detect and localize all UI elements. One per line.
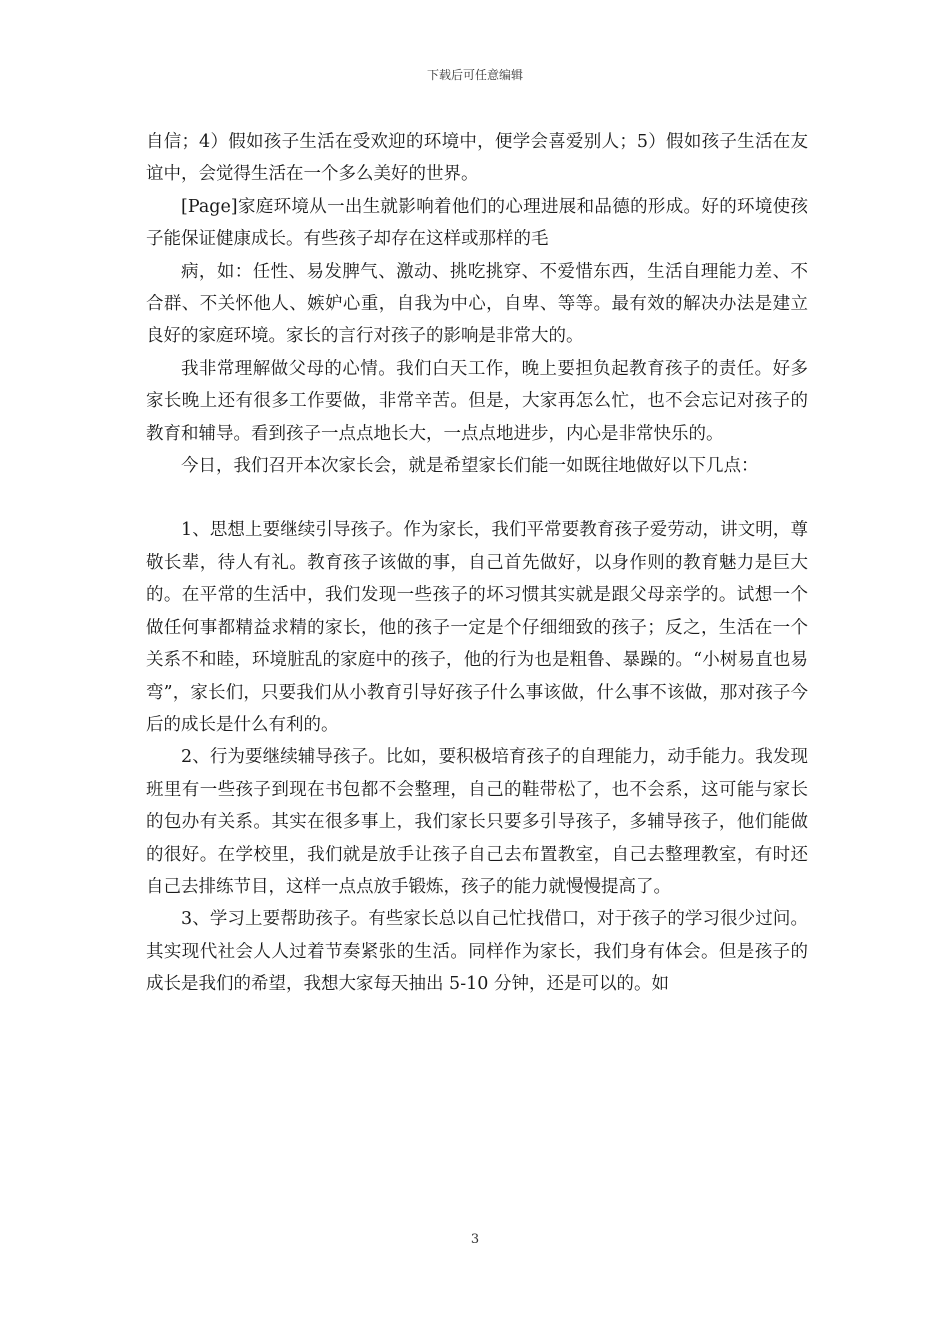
page-number: 3	[470, 1232, 480, 1247]
page-header: 下载后可任意编辑	[426, 68, 523, 82]
paragraph-spacer	[146, 482, 808, 514]
paragraph-point-1: 1、思想上要继续引导孩子。作为家长，我们平常要教育孩子爱劳动，讲文明，尊敬长辈，待人有礼。教育孩子该做的事，自己首先做好，以身作则的教育魅力是巨大的。在平常的生活中，我们发现一些孩子的坏习惯其实就是跟父母亲学的。试想一个做任何事都精益求精的家长，他的孩子一定是个仔细细致的孩子；反之，生活在一个关系不和睦，环境脏乱的家庭中的孩子，他的行为也是粗鲁、暴躁的。“小树易直也易弯”，家长们，只要我们从小教育引导好孩子什么事该做，什么事不该做，那对孩子今后的成长是什么有利的。	[146, 520, 808, 735]
paragraph-point-2: 2、行为要继续辅导孩子。比如，要积极培育孩子的自理能力，动手能力。我发现班里有一些孩子到现在书包都不会整理，自己的鞋带松了，也不会系，这可能与家长的包办有关系。其实在很多事上，我们家长只要多引导孩子，多辅导孩子，他们能做的很好。在学校里，我们就是放手让孩子自己去布置教室，自己去整理教室，有时还自己去排练节目，这样一点点放手锻炼，孩子的能力就慢慢提高了。	[146, 747, 808, 897]
paragraph-meeting-purpose: 今日，我们召开本次家长会，就是希望家长们能一如既往地做好以下几点：	[181, 456, 759, 477]
paragraph-family-environment: [Page]家庭环境从一出生就影响着他们的心理进展和品德的形成。好的环境使孩子能保证健康成长。有些孩子却存在这样或那样的毛	[146, 196, 808, 250]
document-body	[146, 126, 808, 1001]
paragraph-continuation: 自信；4）假如孩子生活在受欢迎的环境中，便学会喜爱别人；5）假如孩子生活在友谊中，会觉得生活在一个多么美好的世界。	[146, 132, 808, 185]
paragraph-point-3: 3、学习上要帮助孩子。有些家长总以自己忙找借口，对于孩子的学习很少过问。其实现代社会人人过着节奏紧张的生活。同样作为家长，我们身有体会。但是孩子的成长是我们的希望，我想大家每天抽出 5-10 分钟，还是可以的。如	[146, 909, 808, 995]
paragraph-parents-feelings: 我非常理解做父母的心情。我们白天工作，晚上要担负起教育孩子的责任。好多家长晚上还有很多工作要做，非常辛苦。但是，大家再怎么忙，也不会忘记对孩子的教育和辅导。看到孩子一点点地长大，一点点地进步，内心是非常快乐的。	[146, 358, 808, 444]
paragraph-child-problems: 病，如：任性、易发脾气、激动、挑吃挑穿、不爱惜东西，生活自理能力差、不合群、不关怀他人、嫉妒心重，自我为中心，自卑、等等。最有效的解决办法是建立良好的家庭环境。家长的言行对孩子的影响是非常大的。	[146, 261, 808, 347]
